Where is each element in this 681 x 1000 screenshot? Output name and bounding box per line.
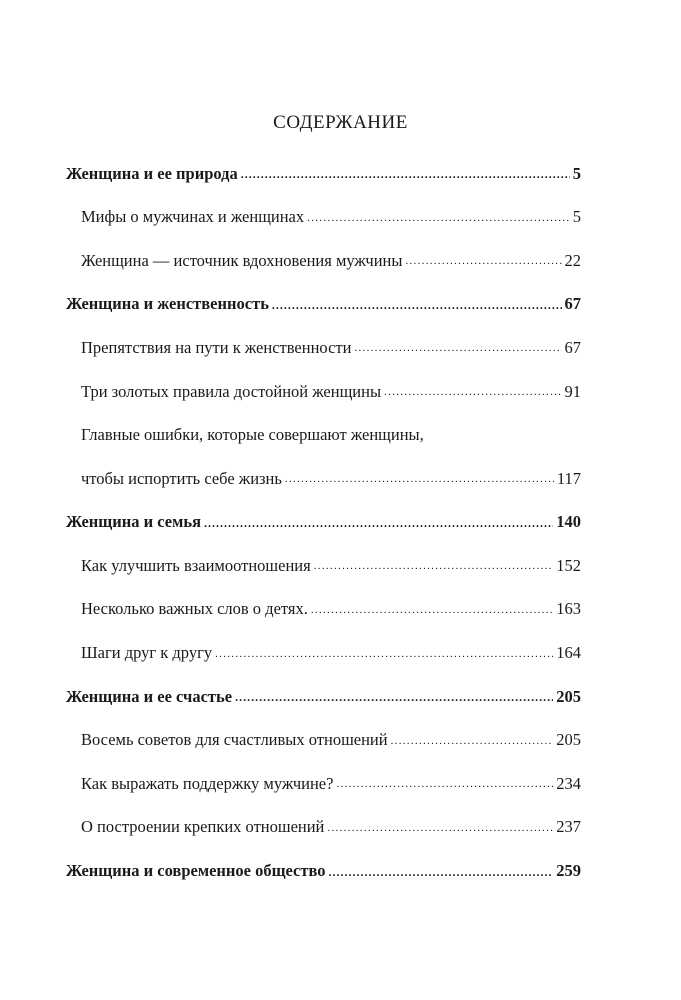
- toc-chapter: [66, 675, 581, 719]
- toc-section: [66, 588, 581, 632]
- dot-leader: [272, 296, 562, 313]
- toc-section: [66, 196, 581, 240]
- toc-page-number: 91: [564, 381, 581, 401]
- dot-leader: [336, 776, 553, 793]
- toc-page-number: 234: [556, 773, 581, 793]
- toc-entry-label: Женщина и ее счастье: [66, 686, 233, 706]
- toc-entry-label: Женщина и женственность: [66, 294, 269, 314]
- toc-entry-label: Женщина — источник вдохновения мужчины: [81, 250, 403, 270]
- toc-entry-label: Женщина и ее природа: [66, 163, 238, 183]
- toc-page-number: 67: [564, 294, 581, 314]
- toc-entry-label: Мифы о мужчинах и женщинах: [81, 207, 305, 227]
- toc-chapter: [66, 152, 581, 196]
- toc-page-number: 117: [556, 468, 581, 488]
- toc-chapter: [66, 850, 581, 894]
- toc-section: [66, 719, 581, 763]
- toc-section: [66, 326, 581, 370]
- toc-chapter: [66, 283, 581, 327]
- toc-chapter: [66, 501, 581, 545]
- toc-page-number: 22: [564, 250, 581, 270]
- toc-entry-label: Препятствия на пути к женственности: [81, 337, 352, 357]
- dot-leader: [314, 558, 554, 575]
- dot-leader: [241, 166, 570, 183]
- toc-entry-label: Восемь советов для счастливых отношений: [81, 730, 388, 750]
- toc-entry-label: Женщина и современное общество: [66, 861, 326, 881]
- toc-page-number: 164: [556, 643, 581, 663]
- toc-entry-label: Как улучшить взаимоотношения: [81, 555, 311, 575]
- toc-page-number: 152: [556, 555, 581, 575]
- toc-page-number: 5: [572, 163, 581, 183]
- toc-page-number: 259: [556, 861, 581, 881]
- dot-leader: [391, 732, 554, 749]
- toc-section: [66, 239, 581, 283]
- dot-leader: [307, 209, 570, 226]
- toc-page-number: 67: [564, 337, 581, 357]
- page-title: СОДЕРЖАНИЕ: [273, 112, 408, 133]
- dot-leader: [405, 253, 561, 270]
- dot-leader: [329, 863, 554, 880]
- toc-section: [66, 806, 581, 850]
- dot-leader: [311, 601, 553, 618]
- dot-leader: [354, 340, 561, 357]
- dot-leader: [235, 689, 553, 706]
- toc-section: [66, 544, 581, 588]
- toc-section: [66, 632, 581, 676]
- toc-entry-label: Три золотых правила достойной женщины: [81, 381, 382, 401]
- toc-entry-label: чтобы испортить себе жизнь: [81, 468, 282, 488]
- dot-leader: [285, 471, 554, 488]
- toc-page-number: 163: [556, 599, 581, 619]
- dot-leader: [327, 819, 553, 836]
- toc-entry-label: Шаги друг к другу: [81, 643, 213, 663]
- dot-leader: [384, 384, 561, 401]
- toc-page-number: 205: [556, 686, 581, 706]
- toc-entry-label: Как выражать поддержку мужчине?: [81, 773, 334, 793]
- toc-section: [66, 370, 581, 414]
- toc-entry-label: Несколько важных слов о детях.: [81, 599, 308, 619]
- toc-section: [66, 457, 581, 501]
- toc-page-number: 205: [556, 730, 581, 750]
- toc-page-number: 140: [556, 512, 581, 532]
- dot-leader: [204, 514, 553, 531]
- toc-section: [66, 414, 581, 458]
- toc-page-number: 5: [572, 207, 581, 227]
- toc-section: [66, 762, 581, 806]
- toc-entry-label: Главные ошибки, которые совершают женщины,: [81, 425, 424, 445]
- toc-entry-label: О построении крепких отношений: [81, 817, 325, 837]
- table-of-contents: [66, 152, 581, 893]
- dot-leader: [215, 645, 553, 662]
- toc-entry-label: Женщина и семья: [66, 512, 201, 532]
- toc-page-number: 237: [556, 817, 581, 837]
